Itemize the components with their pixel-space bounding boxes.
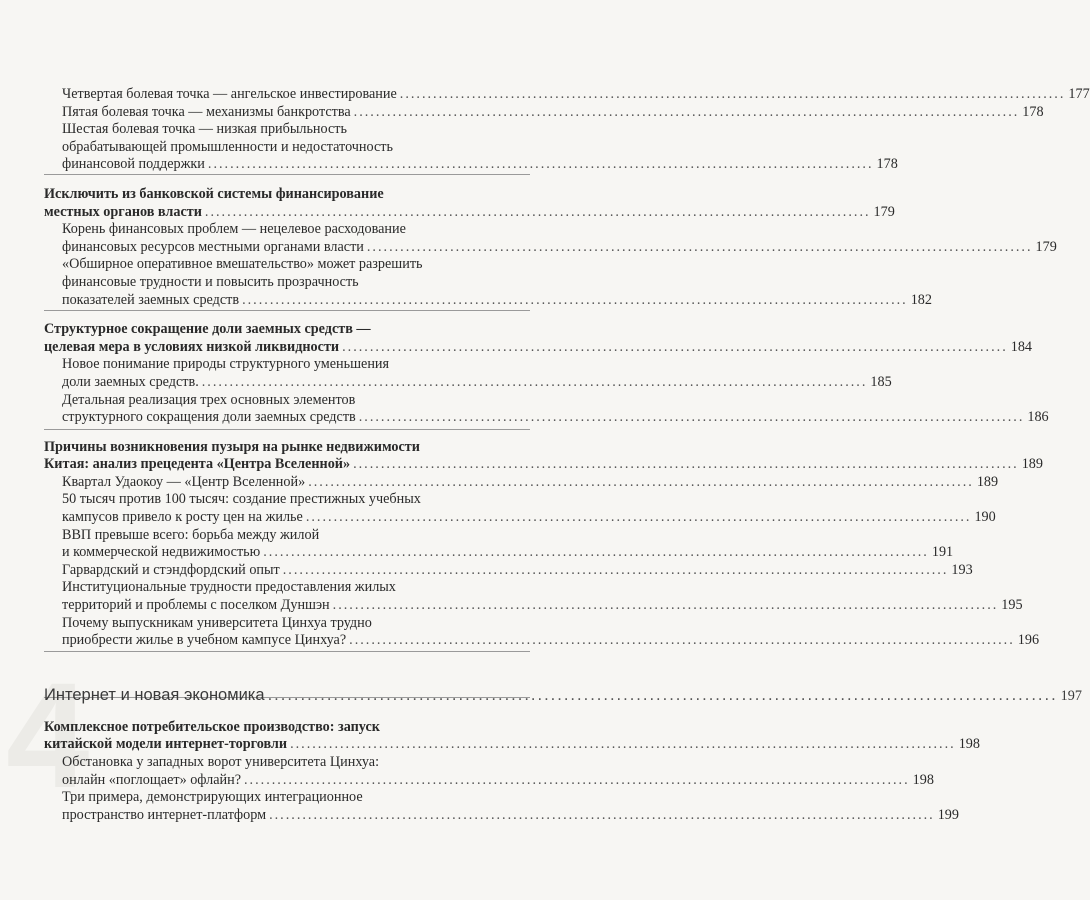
toc-entry-line: Три примера, демонстрирующих интеграционное bbox=[62, 789, 363, 806]
toc-entry-line: финансовые трудности и повысить прозрачность bbox=[62, 273, 359, 290]
toc-subsection bbox=[44, 561, 973, 580]
toc-entry-line: Исключить из банковской системы финансирование bbox=[44, 185, 384, 202]
page-number: 189 bbox=[976, 473, 999, 490]
toc-entry-last-line bbox=[62, 771, 934, 790]
page-number: 198 bbox=[912, 771, 934, 788]
toc-entry-line: обрабатывающей промышленности и недостаточность bbox=[62, 138, 393, 155]
page-number: 196 bbox=[1017, 632, 1040, 649]
toc-entry-last-line bbox=[62, 473, 999, 492]
page-number: 198 bbox=[958, 736, 980, 753]
leader-dots: ........................................................................................................................ bbox=[267, 685, 1058, 704]
page-number: 189 bbox=[1021, 456, 1043, 473]
toc-entry-title: приобрести жилье в учебном кампусе Цинхуа? bbox=[62, 632, 347, 649]
leader-dots: ........................................................................................................................ bbox=[263, 544, 929, 561]
toc-entry-title: целевая мера в условиях низкой ликвидности bbox=[44, 338, 340, 355]
toc-entry-title: кампусов привело к росту цен на жилье bbox=[62, 509, 303, 526]
leader-dots: ........................................................................................................................ bbox=[269, 806, 935, 823]
toc-entry-title: пространство интернет-платформ bbox=[62, 806, 267, 823]
toc-entry-last-line bbox=[62, 806, 959, 825]
toc-entry-last-line bbox=[62, 156, 898, 174]
toc-entry-title: и коммерческой недвижимостью bbox=[62, 544, 261, 561]
page-number: 190 bbox=[974, 509, 996, 526]
toc-entry-title: Гарвардский и стэндфордский опыт bbox=[62, 561, 280, 578]
toc-entry-line: Причины возникновения пузыря на рынке недвижимости bbox=[44, 438, 420, 455]
toc-subsection bbox=[44, 121, 898, 174]
page-number: 185 bbox=[870, 373, 892, 390]
toc-subsection bbox=[44, 473, 999, 492]
leader-dots: ........................................................................................................................ bbox=[399, 86, 1066, 102]
page-number: 178 bbox=[1022, 103, 1044, 120]
leader-dots: ........................................................................................................................ bbox=[242, 291, 908, 308]
toc-subsection bbox=[44, 256, 932, 309]
page-number: 184 bbox=[1010, 338, 1033, 355]
toc-subsection bbox=[44, 103, 1044, 122]
leader-dots: ........................................................................................................................ bbox=[349, 632, 1015, 649]
leader-dots: ........................................................................................................................ bbox=[308, 473, 974, 490]
toc-entry-last-line bbox=[44, 736, 980, 754]
toc-entry-line: Комплексное потребительское производство: запуск bbox=[44, 718, 380, 735]
page-number: 179 bbox=[873, 203, 895, 220]
toc-subsection bbox=[44, 491, 996, 526]
toc-entry-line: Обстановка у западных ворот университета Цинхуа: bbox=[62, 754, 380, 770]
toc-entry-last-line bbox=[44, 684, 1082, 707]
leader-dots: ........................................................................................................................ bbox=[204, 203, 871, 220]
toc-entry-title: Китая: анализ прецедента «Центра Вселенной» bbox=[44, 456, 351, 473]
page-number: 178 bbox=[876, 156, 898, 173]
toc-entry-title: финансовой поддержки bbox=[62, 156, 205, 173]
toc-subsection bbox=[44, 221, 1057, 256]
toc-subsection bbox=[44, 526, 954, 562]
leader-dots: ........................................................................................................................ bbox=[353, 103, 1020, 120]
toc-entry-last-line bbox=[62, 86, 1090, 104]
toc-entry-title: Квартал Удаокоу — «Центр Вселенной» bbox=[62, 473, 306, 490]
toc-subsection bbox=[44, 754, 934, 789]
leader-dots: ........................................................................................................................ bbox=[290, 736, 956, 753]
leader-dots: ........................................................................................................................ bbox=[366, 238, 1033, 255]
page-number: 182 bbox=[910, 291, 932, 308]
toc-entry-last-line bbox=[62, 373, 892, 392]
page-number: 195 bbox=[1001, 597, 1023, 614]
leader-dots: ........................................................................................................................ bbox=[305, 509, 972, 526]
toc-chapter bbox=[44, 684, 1082, 707]
toc-entry-line: «Обширное оперативное вмешательство» может разрешить bbox=[62, 256, 423, 273]
leader-dots: ........................................................................................................................ bbox=[332, 597, 999, 614]
toc-entry-line: Институциональные трудности предоставления жилых bbox=[62, 579, 396, 596]
toc-entry-title: китайской модели интернет-торговли bbox=[44, 736, 288, 753]
toc-subsection bbox=[44, 86, 1090, 104]
toc-entry-line: Новое понимание природы структурного уменьшения bbox=[62, 356, 390, 373]
leader-dots: ........................................................................................................................ bbox=[353, 456, 1019, 473]
toc-section bbox=[44, 185, 895, 221]
toc-entry-line: Детальная реализация трех основных элементов bbox=[62, 391, 356, 408]
page-number: 197 bbox=[1060, 687, 1082, 704]
page-number: 193 bbox=[951, 561, 973, 578]
toc-section bbox=[44, 321, 1033, 356]
toc-subsection bbox=[44, 579, 1023, 614]
leader-dots: ........................................................................................................................ bbox=[244, 771, 910, 788]
toc-entry-last-line bbox=[62, 409, 1049, 427]
toc-entry-last-line bbox=[44, 456, 1043, 474]
toc-section bbox=[44, 718, 980, 754]
toc-entry-last-line bbox=[62, 597, 1023, 615]
toc-entry-line: 50 тысяч против 100 тысяч: создание престижных учебных bbox=[62, 491, 421, 508]
toc-subsection bbox=[44, 614, 1040, 650]
page-number: 199 bbox=[937, 806, 959, 823]
leader-dots: ........................................................................................................................ bbox=[358, 409, 1025, 426]
toc-entry-title: доли заемных средств. bbox=[62, 373, 199, 390]
table-of-contents bbox=[44, 86, 1090, 824]
toc-entry-last-line bbox=[62, 544, 954, 562]
leader-dots: ........................................................................................................................ bbox=[207, 156, 874, 173]
toc-entry-last-line bbox=[62, 561, 973, 580]
toc-entry-title: финансовых ресурсов местными органами власти bbox=[62, 238, 364, 255]
page-number: 177 bbox=[1068, 86, 1090, 102]
toc-entry-line: Структурное сокращение доли заемных средств — bbox=[44, 321, 371, 338]
toc-entry-last-line bbox=[62, 632, 1040, 650]
toc-entry-last-line bbox=[62, 238, 1057, 257]
toc-subsection bbox=[44, 356, 892, 391]
toc-entry-title: структурного сокращения доли заемных средств bbox=[62, 409, 356, 426]
toc-section bbox=[44, 438, 1043, 474]
leader-dots: ........................................................................................................................ bbox=[201, 373, 868, 390]
toc-entry-line: Корень финансовых проблем — нецелевое расходование bbox=[62, 221, 406, 238]
toc-subsection bbox=[44, 789, 959, 824]
toc-entry-title: Интернет и новая экономика bbox=[44, 685, 265, 704]
toc-entry-line: ВВП превыше всего: борьба между жилой bbox=[62, 526, 320, 543]
toc-entry-title: показателей заемных средств bbox=[62, 291, 240, 308]
page-number: 191 bbox=[931, 544, 954, 561]
page-number: 186 bbox=[1027, 409, 1049, 426]
chapter-number-watermark: 4 bbox=[6, 651, 90, 819]
leader-dots: ........................................................................................................................ bbox=[342, 338, 1008, 355]
toc-entry-last-line bbox=[62, 291, 932, 310]
toc-entry-title: местных органов власти bbox=[44, 203, 202, 220]
toc-entry-last-line bbox=[62, 103, 1044, 122]
toc-entry-last-line bbox=[44, 203, 895, 222]
toc-entry-title: Четвертая болевая точка — ангельское инвестирование bbox=[62, 86, 397, 102]
toc-entry-title: Пятая болевая точка — механизмы банкротства bbox=[62, 103, 351, 120]
toc-entry-line: Почему выпускникам университета Цинхуа трудно bbox=[62, 614, 372, 631]
page-number: 179 bbox=[1035, 238, 1057, 255]
toc-entry-line: Шестая болевая точка — низкая прибыльность bbox=[62, 121, 347, 138]
toc-subsection bbox=[44, 391, 1049, 427]
toc-entry-title: онлайн «поглощает» офлайн? bbox=[62, 771, 241, 788]
toc-entry-last-line bbox=[44, 338, 1033, 357]
toc-entry-last-line bbox=[62, 509, 996, 527]
leader-dots: ........................................................................................................................ bbox=[282, 561, 949, 578]
toc-entry-title: территорий и проблемы с поселком Дуншэн bbox=[62, 597, 330, 614]
